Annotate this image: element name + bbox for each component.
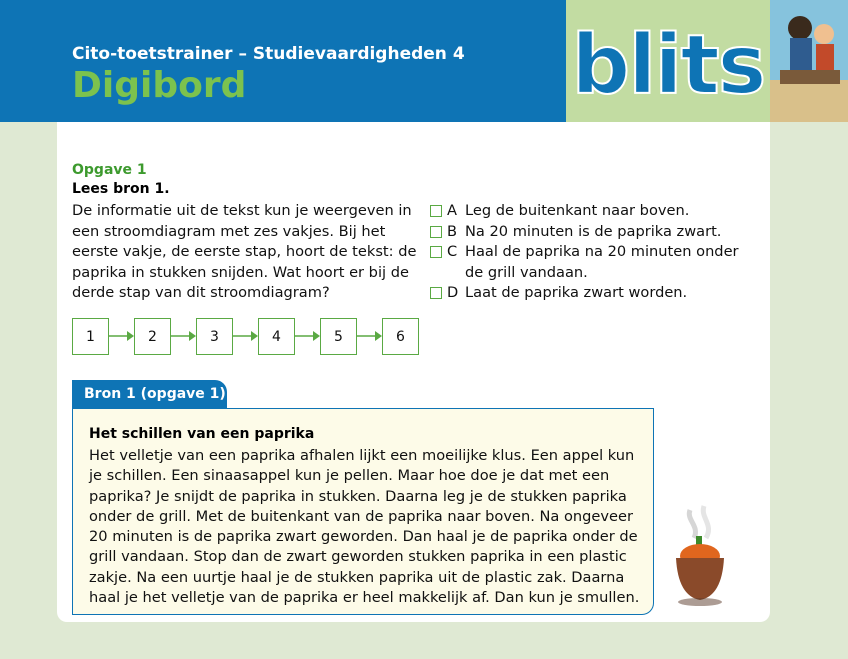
flow-step-4: 4 xyxy=(258,318,295,355)
bron-title: Het schillen van een paprika xyxy=(89,426,315,442)
flow-step-2: 2 xyxy=(134,318,171,355)
flow-diagram xyxy=(72,318,422,356)
checkbox-icon[interactable] xyxy=(430,246,442,258)
answer-option-d[interactable] xyxy=(430,283,760,304)
answer-option-c[interactable] xyxy=(430,242,760,283)
checkbox-icon[interactable] xyxy=(430,287,442,299)
bron-body: Het velletje van een paprika afhalen lijkt een moeilijke klus. Een appel kun je schillen. Een sinaasappel kun je pellen. Maar hoe doe je dat met een paprika? Je snijdt de paprika in stukken. Daarna leg je de stukken paprika onder de grill. Met de buitenkant van de paprika naar boven. Na ongeveer 20 minuten is de paprika zwart geworden. Dan haal je de paprika onder de grill vandaan. Stop dan de zwart geworden stukken paprika in een plastic zakje. Na een uurtje haal je de stukken paprika uit de plastic zak. Daarna haal je het velletje van de paprika er heel makkelijk af. Dan kun je smullen. xyxy=(89,447,640,607)
header-title: Digibord xyxy=(72,65,247,106)
answer-option-b[interactable] xyxy=(430,222,760,243)
flow-step-5: 5 xyxy=(320,318,357,355)
answer-letter: B xyxy=(447,222,458,240)
blits-logo-text: blits xyxy=(571,18,765,113)
flow-step-6: 6 xyxy=(382,318,419,355)
arrow-right-icon xyxy=(108,330,134,342)
answer-letter: C xyxy=(447,243,458,260)
answer-option-a[interactable] xyxy=(430,201,760,222)
opgave-label: Opgave 1 xyxy=(72,162,147,178)
paprika-illustration-icon xyxy=(660,500,740,610)
flow-step-1: 1 xyxy=(72,318,109,355)
answer-text: Na 20 minuten is de paprika zwart. xyxy=(465,222,722,240)
answer-letter: D xyxy=(447,284,459,301)
opgave-instruction: Lees bron 1. xyxy=(72,181,170,197)
bron-tab: Bron 1 (opgave 1) xyxy=(72,380,227,408)
answer-text: Laat de paprika zwart worden. xyxy=(465,284,688,301)
flow-step-3: 3 xyxy=(196,318,233,355)
answer-letter: A xyxy=(447,202,457,219)
arrow-right-icon xyxy=(232,330,258,342)
checkbox-icon[interactable] xyxy=(430,205,442,217)
checkbox-icon[interactable] xyxy=(430,226,442,238)
arrow-right-icon xyxy=(170,330,196,342)
pirate-illustration-icon xyxy=(770,0,848,122)
arrow-right-icon xyxy=(294,330,320,342)
answer-list xyxy=(430,201,760,304)
answer-text: Leg de buitenkant naar boven. xyxy=(465,202,690,219)
answer-text: Haal de paprika na 20 minuten onder de grill vandaan. xyxy=(465,243,739,281)
arrow-right-icon xyxy=(356,330,382,342)
blits-logo xyxy=(566,0,770,140)
question-text: De informatie uit de tekst kun je weergeven in een stroomdiagram met zes vakjes. Bij het eerste vakje, de eerste stap, hoort de tekst: de paprika in stukken snijden. Wat hoort er bij de derde stap van dit stroomdiagram? xyxy=(72,202,417,301)
header-subtitle: Cito-toetstrainer – Studievaardigheden 4 xyxy=(72,44,465,64)
